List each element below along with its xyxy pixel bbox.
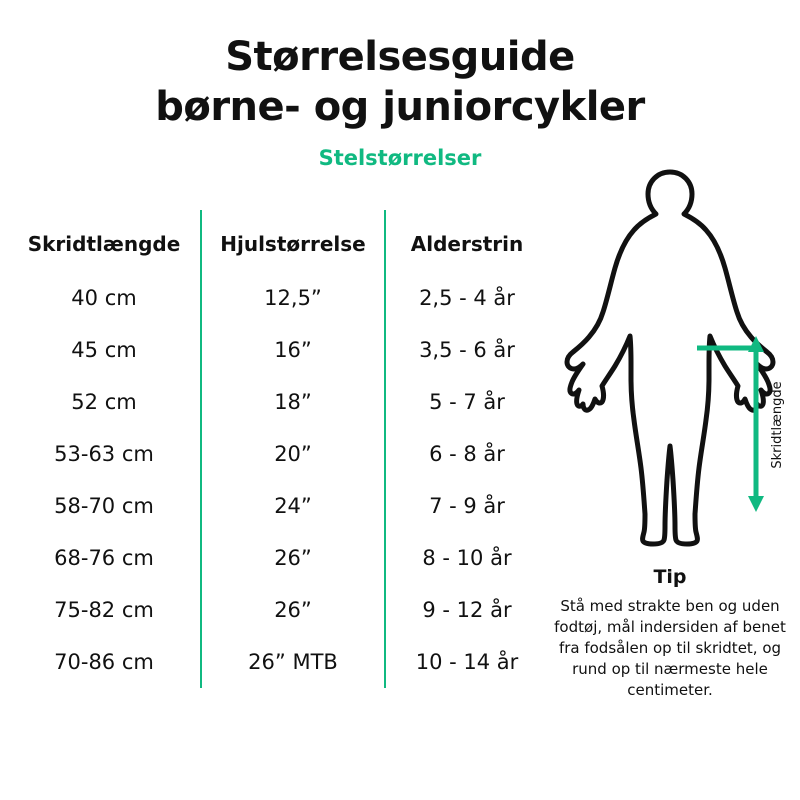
cell-wheel: 18” [201, 376, 385, 428]
cell-age: 7 - 9 år [429, 494, 505, 518]
page-title-line-2: børne- og juniorcykler [155, 84, 645, 130]
cell-wheel: 26” [201, 584, 385, 636]
body-measurement-illustration [545, 160, 795, 560]
cell-age: 5 - 7 år [429, 390, 505, 414]
table-row [8, 480, 548, 532]
size-table [8, 210, 548, 688]
table-row [8, 428, 548, 480]
measurement-arrow-head-bottom [748, 496, 764, 512]
tip-heading: Tip [653, 566, 687, 588]
cell-stride: 45 cm [71, 338, 137, 362]
cell-wheel: 26” MTB [201, 636, 385, 688]
page-header [0, 0, 800, 170]
column-header-age: Alderstrin [410, 232, 524, 256]
cell-stride: 70-86 cm [54, 650, 154, 674]
content-area [0, 210, 800, 800]
cell-stride: 53-63 cm [54, 442, 154, 466]
cell-wheel: 16” [201, 324, 385, 376]
size-table-wrapper [8, 210, 538, 688]
figure-panel [545, 160, 795, 701]
table-row [8, 272, 548, 324]
table-row [8, 584, 548, 636]
column-header-stride: Skridtlængde [27, 232, 181, 256]
cell-age: 2,5 - 4 år [419, 286, 515, 310]
cell-wheel: 12,5” [201, 272, 385, 324]
cell-age: 9 - 12 år [422, 598, 512, 622]
table-row [8, 532, 548, 584]
cell-stride: 68-76 cm [54, 546, 154, 570]
table-header-row [8, 210, 548, 272]
table-row [8, 636, 548, 688]
cell-stride: 52 cm [71, 390, 137, 414]
page-subtitle: Stelstørrelser [318, 146, 482, 170]
table-row [8, 324, 548, 376]
cell-age: 6 - 8 år [429, 442, 505, 466]
cell-age: 8 - 10 år [422, 546, 512, 570]
page-title-line-1: Størrelsesguide [225, 34, 575, 80]
cell-age: 3,5 - 6 år [419, 338, 515, 362]
cell-age: 10 - 14 år [415, 650, 519, 674]
tip-text: Stå med strakte ben og uden fodtøj, mål indersiden af benet fra fodsålen op til skridtet, og rund op til nærmeste hele centimeter. [554, 597, 786, 699]
measurement-label: Skridtlængde [770, 381, 785, 469]
cell-stride: 75-82 cm [54, 598, 154, 622]
column-header-wheel: Hjulstørrelse [201, 210, 385, 272]
cell-stride: 40 cm [71, 286, 137, 310]
cell-wheel: 24” [201, 480, 385, 532]
cell-wheel: 26” [201, 532, 385, 584]
table-row [8, 376, 548, 428]
cell-stride: 58-70 cm [54, 494, 154, 518]
cell-wheel: 20” [201, 428, 385, 480]
